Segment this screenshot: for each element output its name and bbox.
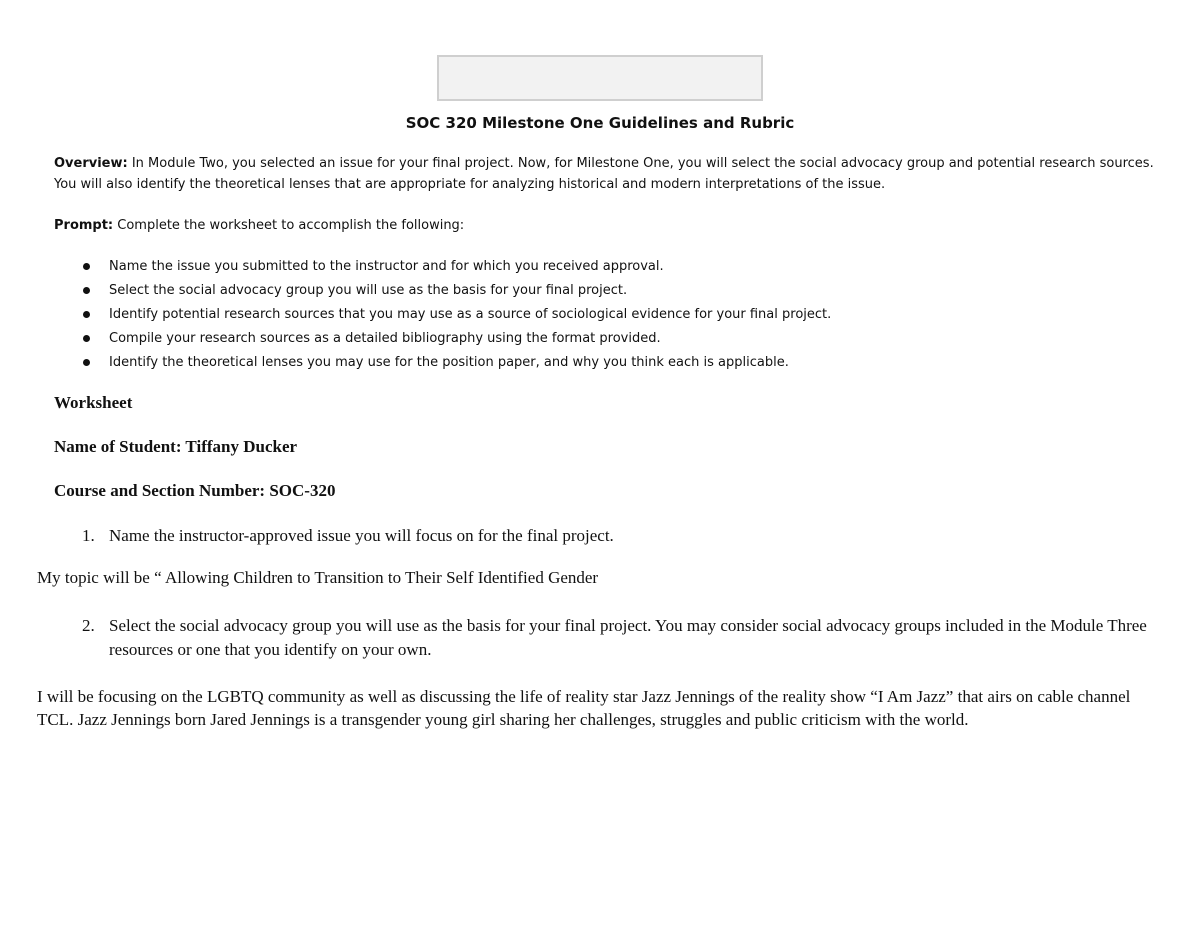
question-number: 2. <box>82 616 95 635</box>
prompt-paragraph <box>54 215 1154 236</box>
question-1 <box>54 524 1164 548</box>
list-item-text: Name the issue you submitted to the instructor and for which you received approval. <box>109 259 664 274</box>
overview-label: Overview: <box>54 156 128 171</box>
overview-paragraph <box>54 153 1154 195</box>
bullet-icon <box>83 359 90 366</box>
list-item <box>54 303 1154 327</box>
question-text: Name the instructor-approved issue you will focus on for the final project. <box>109 526 614 545</box>
list-item-text: Identify potential research sources that you may use as a source of sociological evidence for your final project. <box>109 307 832 322</box>
list-item-text: Compile your research sources as a detailed bibliography using the format provided. <box>109 331 661 346</box>
requirements-list <box>54 255 1154 375</box>
list-item <box>54 327 1154 351</box>
question-text: Select the social advocacy group you will use as the basis for your final project. You may consider social advocacy groups included in the Module Three resources or one that you identify on your own. <box>109 616 1147 659</box>
answer-1: My topic will be “ Allowing Children to Transition to Their Self Identified Gender <box>37 568 599 587</box>
bullet-icon <box>83 311 90 318</box>
list-item <box>54 279 1154 303</box>
bullet-icon <box>83 263 90 270</box>
list-item <box>54 351 1154 375</box>
worksheet-heading: Worksheet <box>54 393 133 412</box>
question-2 <box>54 614 1164 662</box>
course-section: Course and Section Number: SOC-320 <box>54 481 336 500</box>
logo-placeholder <box>437 55 763 101</box>
list-item <box>54 255 1154 279</box>
list-item-text: Identify the theoretical lenses you may use for the position paper, and why you think each is applicable. <box>109 355 789 370</box>
document-title: SOC 320 Milestone One Guidelines and Rubric <box>405 114 795 132</box>
list-item-text: Select the social advocacy group you will use as the basis for your final project. <box>109 283 628 298</box>
prompt-label: Prompt: <box>54 218 114 233</box>
bullet-icon <box>83 287 90 294</box>
overview-text: In Module Two, you selected an issue for your final project. Now, for Milestone One, you will select the social advocacy group and potential research sources. You will also identify the theoretical lenses that are appropriate for analyzing historical and modern interpretations of the issue. <box>54 156 1154 192</box>
answer-2: I will be focusing on the LGBTQ community as well as discussing the life of reality star Jazz Jennings of the reality show “I Am Jazz” that airs on cable channel TCL. Jazz Jennings born Jared Jennings is a transgender young girl sharing her challenges, struggles and public criticism with the world. <box>37 687 1131 729</box>
question-number: 1. <box>82 526 95 545</box>
prompt-text: Complete the worksheet to accomplish the following: <box>113 218 465 233</box>
student-name: Name of Student: Tiffany Ducker <box>54 437 298 456</box>
bullet-icon <box>83 335 90 342</box>
